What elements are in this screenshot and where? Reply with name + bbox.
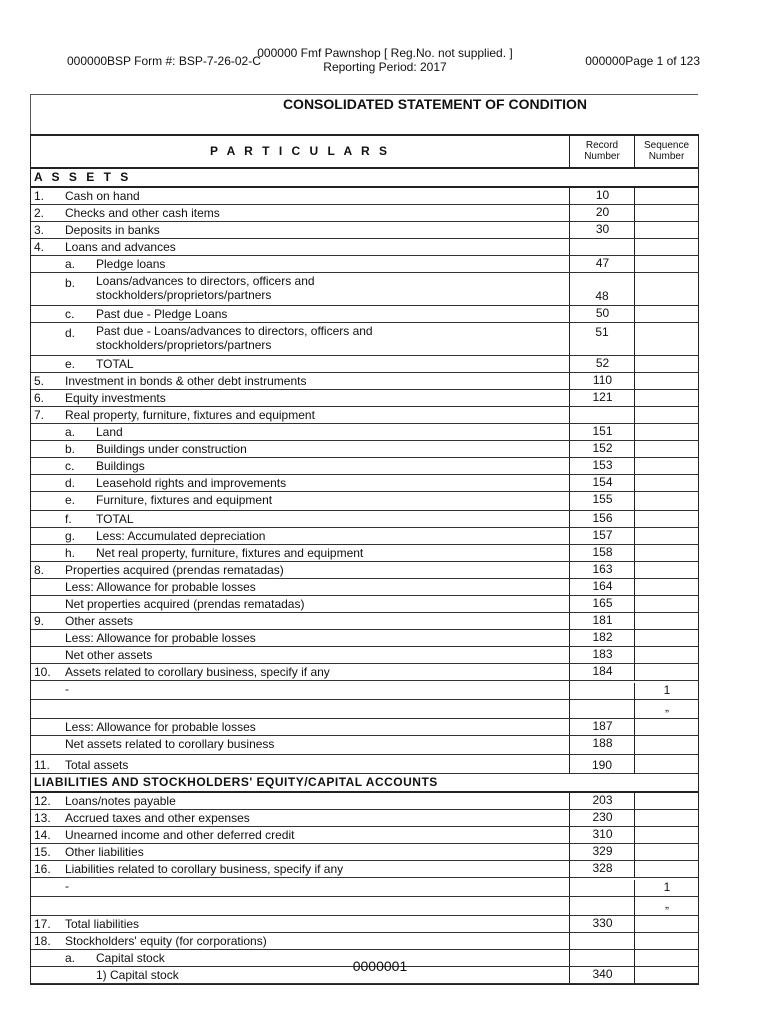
record-number: 190 [569,755,634,773]
table-row [31,719,698,736]
document-title: CONSOLIDATED STATEMENT OF CONDITION [282,96,588,112]
item-number: 5. [34,374,45,388]
record-number: 340 [569,967,635,983]
sequence-number: 1 [634,683,699,699]
table-row [31,492,698,511]
sequence-number [634,967,699,983]
table-row [31,596,698,613]
record-number: 328 [569,861,635,877]
item-label: 1) Capital stock [96,968,179,982]
sequence-number [634,793,699,809]
table-row [31,458,698,475]
item-label-line1: Past due - Loans/advances to directors, officers and [96,324,373,338]
record-number: 10 [569,188,635,204]
record-number: 230 [569,810,635,826]
item-number: 6. [34,391,45,405]
table-row [31,306,698,323]
table-row [31,736,698,755]
record-number: 121 [569,390,635,406]
sub-item-letter: b. [65,276,76,290]
item-label: Stockholders' equity (for corporations) [65,934,267,948]
item-label: Assets related to corollary business, specify if any [65,665,330,679]
record-number: 47 [569,256,635,272]
item-label: Real property, furniture, fixtures and equipment [65,408,315,422]
sequence-number [634,916,699,932]
sequence-number [634,810,699,826]
table-row [31,239,698,256]
item-number: 2. [34,206,45,220]
record-header-line2: Number [584,151,620,162]
sub-item-letter: c. [65,459,75,473]
table-row [31,878,698,897]
sequence-number-header [634,136,698,167]
sequence-number [634,950,699,966]
item-label: Investment in bonds & other debt instruments [65,374,307,388]
item-number: 13. [34,811,51,825]
table-row [31,273,698,306]
table-row [31,424,698,441]
item-label-line1: Loans/advances to directors, officers and [96,274,315,288]
record-number: 164 [569,579,635,595]
record-number [569,681,635,699]
table-row [31,528,698,545]
sub-item-letter: g. [65,529,76,543]
sequence-number [634,239,699,255]
record-number: 52 [569,356,635,372]
item-number: 8. [34,563,45,577]
record-number: 156 [569,511,635,527]
table-row [31,579,698,596]
item-label-line2: stockholders/proprietors/partners [96,338,272,352]
sequence-number [634,323,699,355]
sub-item-letter: h. [65,546,76,560]
item-number: 3. [34,223,45,237]
record-number: 183 [569,647,635,663]
item-label: Deposits in banks [65,223,160,237]
record-number: 110 [569,373,635,389]
item-label: Net real property, furniture, fixtures and equipment [96,546,364,560]
table-row [31,562,698,579]
sub-item-letter: d. [65,476,76,490]
record-number: 203 [569,793,635,809]
item-label: Buildings [96,459,145,473]
sequence-number [634,647,699,663]
sub-item-letter: a. [65,425,76,439]
sequence-number [634,613,699,629]
record-number: 48 [569,273,634,305]
sequence-number: „ [634,897,699,915]
item-number: 15. [34,845,51,859]
page-footer-number: 0000001 [352,958,408,974]
table-row [31,545,698,562]
form-number: 000000BSP Form #: BSP-7-26-02-C [67,54,261,68]
record-number: 165 [569,596,635,612]
table-row [31,323,698,356]
table-row [31,916,698,933]
item-number: 12. [34,794,51,808]
item-label: Cash on hand [65,189,140,203]
item-label: Checks and other cash items [65,206,220,220]
sequence-number: „ [634,700,699,718]
record-number: 151 [569,424,635,440]
record-number: 157 [569,528,635,544]
sub-item-letter: d. [65,326,76,340]
item-label: Total liabilities [65,917,140,931]
table-row [31,613,698,630]
sequence-number [634,475,699,491]
record-number: 182 [569,630,635,646]
item-label: Less: Accumulated depreciation [96,529,266,543]
record-number: 163 [569,562,635,578]
record-number: 181 [569,613,635,629]
item-number: 1. [34,189,45,203]
item-label: Capital stock [96,951,165,965]
sequence-number [634,356,699,372]
sub-item-letter: c. [65,307,75,321]
sequence-number [634,827,699,843]
item-label: Liabilities related to corollary business, specify if any [65,862,344,876]
item-label [96,274,315,302]
sequence-header-line2: Number [648,151,685,162]
item-label: Less: Allowance for probable losses [65,580,256,594]
record-number: 51 [569,323,634,355]
sequence-number [634,273,699,305]
statement-table [30,134,699,985]
reporting-period: Reporting Period: 2017 [323,60,447,74]
table-row [31,933,698,950]
table-row [31,827,698,844]
item-label [96,324,373,352]
sequence-number [634,736,699,754]
record-number: 329 [569,844,635,860]
sequence-number [634,390,699,406]
sub-item-letter: f. [65,512,72,526]
item-label: Less: Allowance for probable losses [65,631,256,645]
table-row [31,755,698,774]
item-label: Net other assets [65,648,153,662]
item-label: Equity investments [65,391,166,405]
item-label: Net properties acquired (prendas rematadas) [65,597,305,611]
sequence-number [634,719,699,735]
record-number [569,950,635,966]
record-number: 153 [569,458,635,474]
particulars-header: P A R T I C U L A R S [209,144,391,158]
item-label: Accrued taxes and other expenses [65,811,250,825]
table-row [31,475,698,492]
sequence-number [634,424,699,440]
sequence-number [634,492,699,510]
sequence-number [634,256,699,272]
record-number: 188 [569,736,635,754]
table-row [31,441,698,458]
item-number: 7. [34,408,45,422]
item-label: Leasehold rights and improvements [96,476,287,490]
table-row [31,205,698,222]
table-row [31,373,698,390]
record-number: 20 [569,205,635,221]
table-row [31,793,698,810]
sequence-number [634,844,699,860]
item-label: Net assets related to corollary business [65,737,275,751]
record-number [569,700,635,718]
item-number: 18. [34,934,51,948]
item-label: Land [96,425,123,439]
item-label: Pledge loans [96,257,166,271]
sub-item-letter: e. [65,357,76,371]
table-row [31,222,698,239]
table-row [31,861,698,878]
sequence-number [634,205,699,221]
table-row [31,356,698,373]
record-number [569,407,635,423]
table-row [31,390,698,407]
table-row [31,664,698,681]
record-header-line1: Record [585,140,619,151]
sequence-number [634,579,699,595]
sequence-number [634,545,699,561]
item-number: 9. [34,614,45,628]
sequence-number [634,562,699,578]
sequence-header-line1: Sequence [643,140,690,151]
item-number: 4. [34,240,45,254]
sequence-number [634,861,699,877]
item-label: TOTAL [96,512,134,526]
item-label: Total assets [65,758,129,772]
sequence-number [634,306,699,322]
sequence-number: 1 [634,880,699,896]
record-number: 158 [569,545,635,561]
item-number: 10. [34,665,51,679]
record-number [569,897,635,915]
pawnshop-header [225,46,545,74]
sequence-number [634,222,699,238]
sub-item-letter: a. [65,257,76,271]
sequence-number [634,441,699,457]
item-label: TOTAL [96,357,134,371]
item-label: Past due - Pledge Loans [96,307,228,321]
sequence-number [634,528,699,544]
table-row [31,511,698,528]
item-number: 16. [34,862,51,876]
table-row [31,188,698,205]
item-number: 17. [34,917,51,931]
record-number: 310 [569,827,635,843]
record-number-header [569,136,634,167]
table-row [31,700,698,719]
item-label: Loans and advances [65,240,176,254]
sequence-number [634,407,699,423]
page-indicator: 000000Page 1 of 123 [585,54,700,68]
item-label: Less: Allowance for probable losses [65,720,256,734]
record-number: 330 [569,916,635,932]
item-number: 14. [34,828,51,842]
sequence-number [634,755,699,773]
section-liabilities: LIABILITIES AND STOCKHOLDERS' EQUITY/CAPITAL ACCOUNTS [31,774,698,793]
sequence-number [634,596,699,612]
item-label-line2: stockholders/proprietors/partners [96,288,272,302]
table-row [31,647,698,664]
record-number: 155 [569,492,635,510]
sub-item-letter: b. [65,442,76,456]
table-row [31,897,698,916]
record-number: 184 [569,664,635,680]
sequence-number [634,373,699,389]
sequence-number [634,933,699,949]
item-label: Properties acquired (prendas rematadas) [65,563,284,577]
table-row [31,810,698,827]
table-row [31,630,698,647]
table-row [31,844,698,861]
sub-item-letter: a. [65,951,76,965]
section-assets: A S S E T S [31,169,698,188]
pawnshop-name: 000000 Fmf Pawnshop [ Reg.No. not supplied. ] [257,46,513,60]
table-row [31,256,698,273]
item-label: Loans/notes payable [65,794,176,808]
sub-item-letter: e. [65,493,76,507]
table-row [31,407,698,424]
item-label: Unearned income and other deferred credit [65,828,295,842]
record-number [569,878,635,896]
record-number: 187 [569,719,635,735]
sequence-number [634,188,699,204]
item-label: Other assets [65,614,134,628]
record-number [569,933,635,949]
record-number: 50 [569,306,635,322]
sequence-number [634,458,699,474]
item-label: Other liabilities [65,845,144,859]
sequence-number [634,630,699,646]
sequence-number [634,511,699,527]
item-label: Furniture, fixtures and equipment [96,493,273,507]
item-number: 11. [34,758,50,772]
table-header [31,136,698,169]
item-label: - [65,879,69,893]
record-number [569,239,635,255]
sequence-number [634,664,699,680]
record-number: 152 [569,441,635,457]
record-number: 30 [569,222,635,238]
item-label: Buildings under construction [96,442,247,456]
record-number: 154 [569,475,635,491]
item-label: - [65,682,69,696]
table-row [31,681,698,700]
